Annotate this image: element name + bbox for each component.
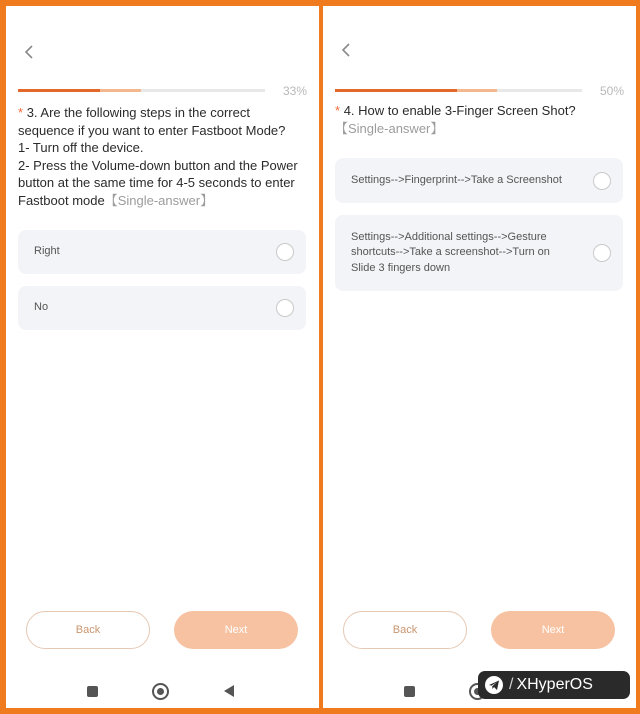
progress-fill	[335, 89, 457, 92]
radio-button[interactable]	[276, 243, 294, 261]
radio-button[interactable]	[593, 172, 611, 190]
progress-bar	[18, 89, 265, 92]
option-label: Settings-->Fingerprint-->Take a Screenshot	[351, 173, 562, 186]
question-body: 4. How to enable 3-Finger Screen Shot?	[343, 103, 576, 118]
option-right[interactable]	[18, 230, 306, 274]
survey-screen-question-4	[323, 6, 636, 708]
required-marker: *	[335, 103, 341, 118]
back-arrow-icon[interactable]	[22, 42, 38, 62]
question-text	[335, 102, 625, 137]
next-button[interactable]: Next	[491, 611, 615, 649]
question-body: 3. Are the following steps in the correct sequence if you want to enter Fastboot Mode? 1- Turn off the device. 2- Press the Volume-down button and the Power button at the same time for 4-5 seconds to enter Fastboot mode	[18, 105, 298, 208]
progress-percentage: 50%	[599, 84, 624, 98]
option-label: Right	[34, 245, 60, 258]
nav-back-icon[interactable]	[224, 685, 234, 697]
next-button[interactable]: Next	[174, 611, 298, 649]
option-label: Settings-->Additional settings-->Gesture shortcuts-->Take a screenshot-->Turn on Slide 3 fingers down	[351, 230, 550, 274]
watermark-text: XHyperOS	[516, 676, 593, 693]
watermark-separator: /	[509, 676, 514, 693]
system-nav-bar	[6, 682, 319, 708]
option-no[interactable]	[18, 286, 306, 330]
back-arrow-icon[interactable]	[339, 40, 355, 60]
option-label: No	[34, 301, 49, 314]
home-icon[interactable]	[152, 683, 169, 700]
back-button[interactable]: Back	[26, 611, 150, 649]
telegram-icon	[485, 676, 503, 694]
progress-bar	[335, 89, 582, 92]
required-marker: *	[18, 105, 24, 120]
recents-icon[interactable]	[404, 686, 415, 697]
option-gesture-shortcuts[interactable]	[335, 215, 623, 291]
back-button[interactable]: Back	[343, 611, 467, 649]
question-text	[18, 104, 308, 210]
progress-fill	[18, 89, 100, 92]
progress-fill-trailing	[457, 89, 497, 92]
option-fingerprint-screenshot[interactable]	[335, 158, 623, 203]
question-type-label: 【Single-answer】	[335, 120, 444, 136]
xhyperos-watermark	[478, 671, 630, 699]
radio-button[interactable]	[276, 299, 294, 317]
progress-percentage: 33%	[282, 84, 307, 98]
radio-button[interactable]	[593, 244, 611, 262]
question-type-label: 【Single-answer】	[104, 192, 214, 208]
progress-fill-trailing	[100, 89, 141, 92]
recents-icon[interactable]	[87, 686, 98, 697]
survey-screen-question-3	[6, 6, 319, 708]
